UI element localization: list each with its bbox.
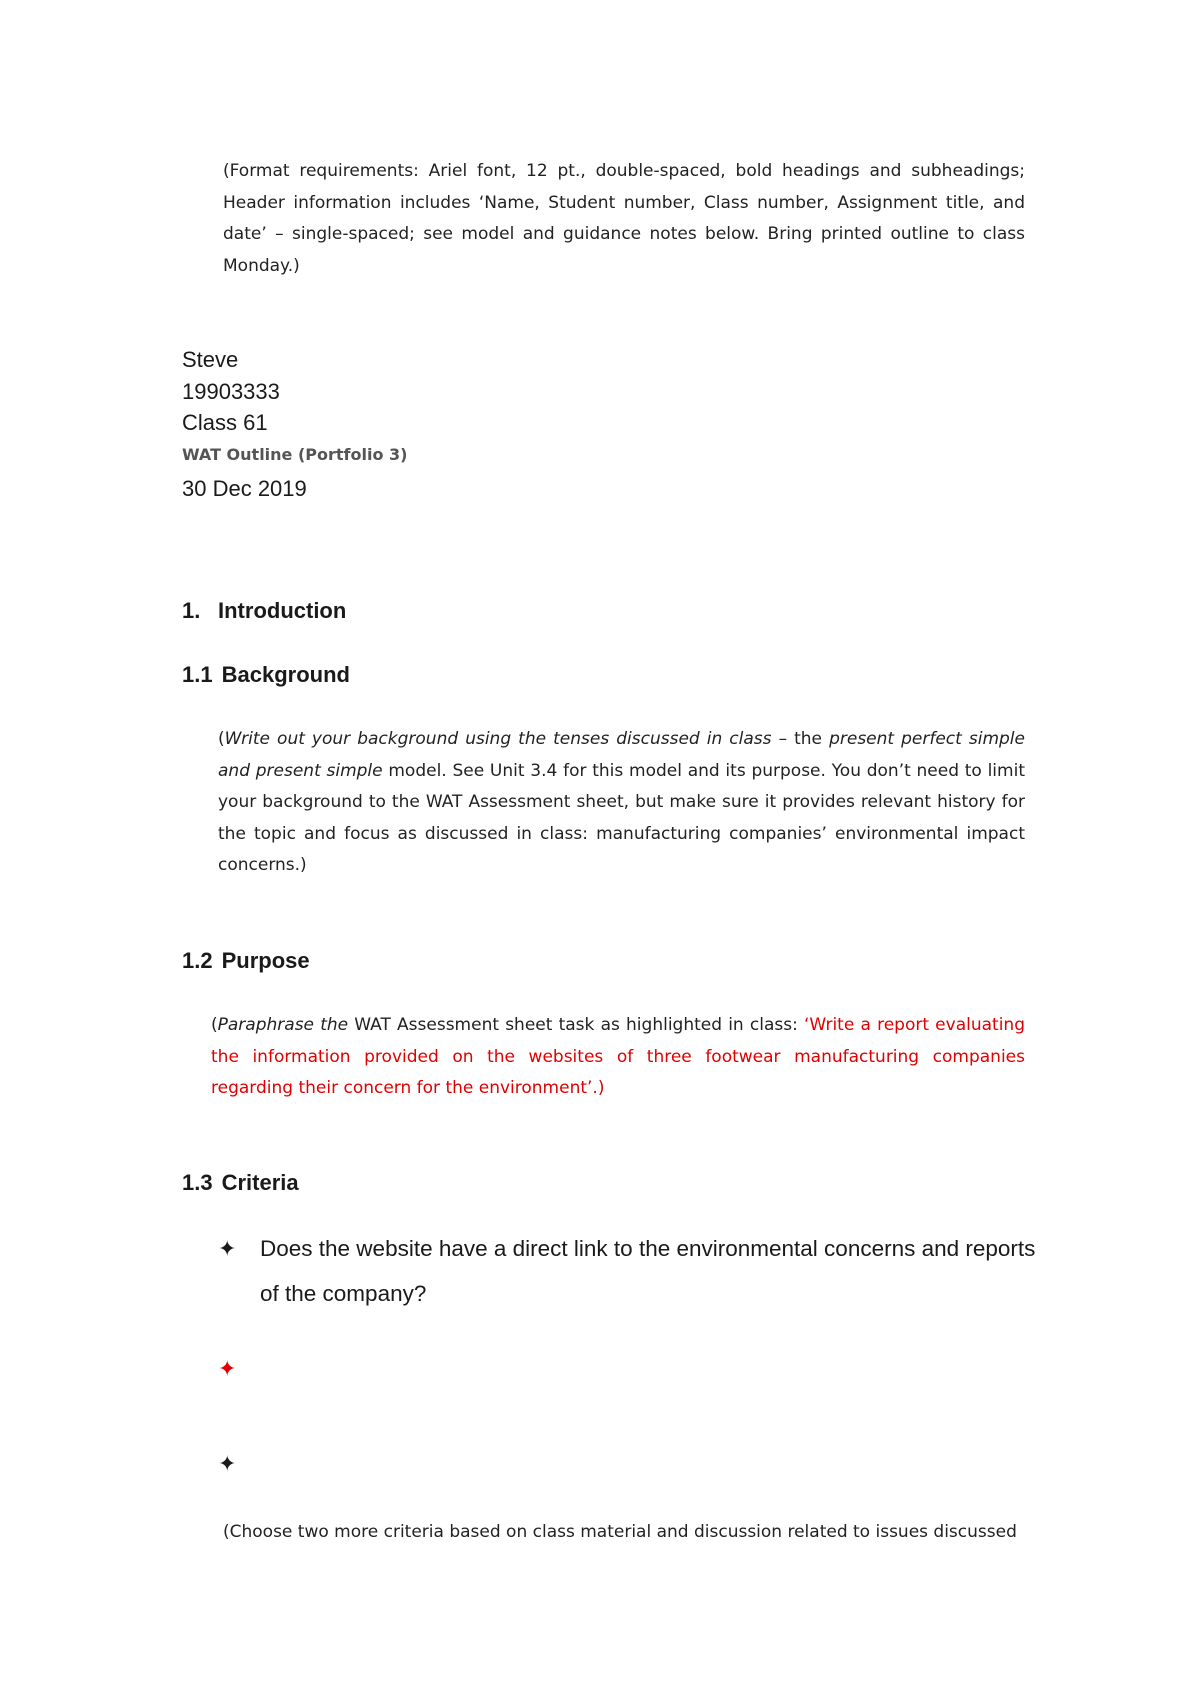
student-number: 19903333 xyxy=(182,378,280,404)
task-quote: ‘Write a report evaluating the information provided on the websites of three footwear manufacturing companies regarding their concern for the environment’.) xyxy=(211,1015,1025,1098)
assignment-title: WAT Outline (Portfolio 3) xyxy=(182,444,408,464)
format-requirements-note: (Format requirements: Ariel font, 12 pt., double-spaced, bold headings and subheadings; Header information includes ‘Name, Student number, Class number, Assignment title, and date’ – single-spaced; see model and guidance notes below. Bring printed outline to class Monday.) xyxy=(223,161,1025,276)
heading-title: Criteria xyxy=(221,1170,299,1195)
purpose-guidance-note: (Paraphrase the WAT Assessment sheet task as highlighted in class: ‘Write a report evaluating the information provided on the websites of three footwear manufacturing companies regarding their concern for the environment’.) xyxy=(211,1015,1025,1098)
heading-criteria xyxy=(182,1170,299,1196)
heading-number: 1.1 xyxy=(182,662,213,687)
heading-title: Introduction xyxy=(218,598,347,623)
criteria-text: Does the website have a direct link to the environmental concerns and reports of the company? xyxy=(260,1236,1036,1306)
heading-number: 1. xyxy=(182,598,201,623)
criteria-item-2 xyxy=(218,1346,1038,1391)
heading-number: 1.3 xyxy=(182,1170,213,1195)
background-guidance-note: (Write out your background using the tenses discussed in class – the present perfect simple and present simple model. See Unit 3.4 for this model and its purpose. You don’t need to limit your background to the WAT Assessment sheet, but make sure it provides relevant history for the topic and focus as discussed in class: manufacturing companies’ environmental impact concerns.) xyxy=(218,729,1025,875)
assignment-date: 30 Dec 2019 xyxy=(182,475,307,501)
header-info xyxy=(182,344,782,504)
heading-number: 1.2 xyxy=(182,948,213,973)
four-point-star-bullet-icon: ✦ xyxy=(218,1236,237,1261)
criteria-list xyxy=(218,1226,1038,1486)
four-point-star-bullet-icon: ✦ xyxy=(218,1451,237,1476)
four-point-star-bullet-icon: ✦ xyxy=(218,1356,237,1381)
heading-title: Purpose xyxy=(221,948,310,973)
student-name: Steve xyxy=(182,347,239,372)
class-number: Class 61 xyxy=(182,410,268,435)
heading-background xyxy=(182,662,350,688)
criteria-guidance-note: (Choose two more criteria based on class material and discussion related to issues discussed xyxy=(223,1522,1017,1542)
criteria-item-1 xyxy=(218,1226,1038,1316)
criteria-item-3 xyxy=(218,1441,1038,1486)
heading-title: Background xyxy=(221,662,350,687)
heading-purpose xyxy=(182,948,310,974)
heading-introduction xyxy=(182,598,346,624)
